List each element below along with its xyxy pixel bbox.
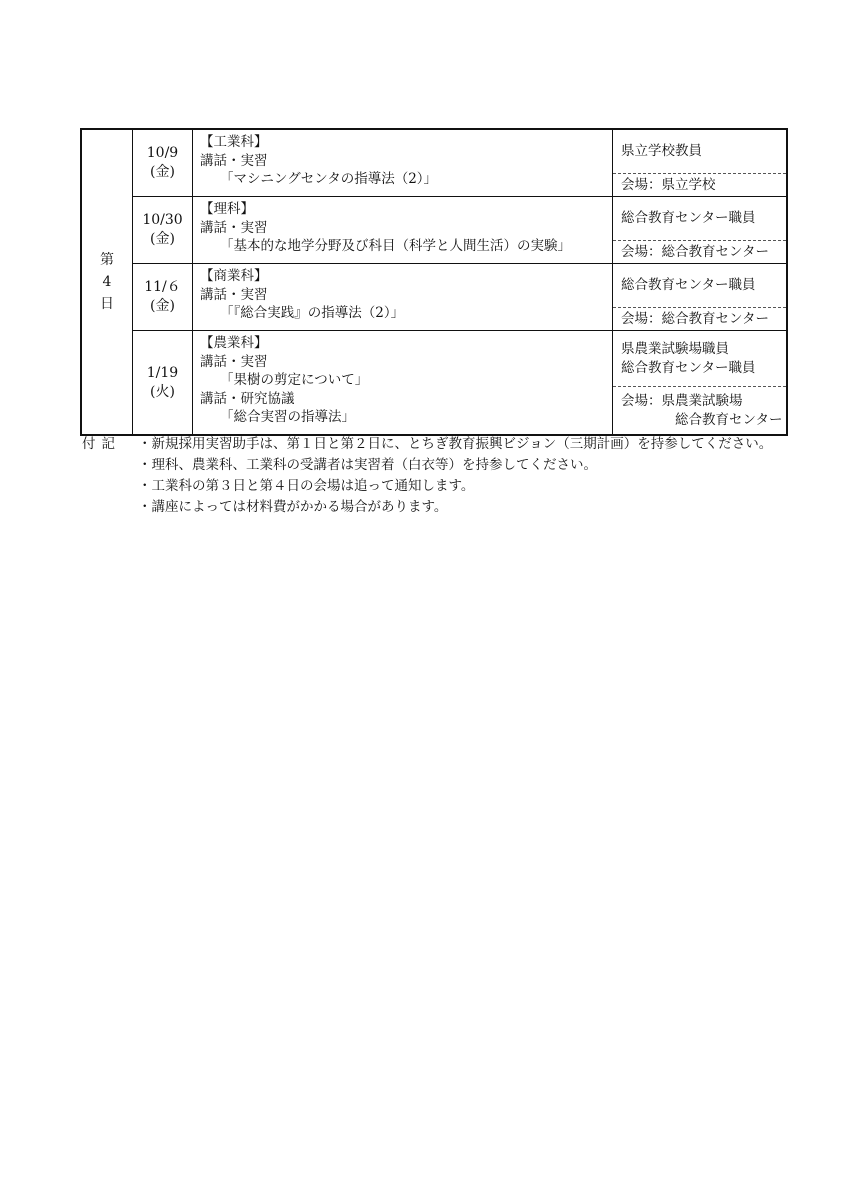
- schedule-table: [80, 128, 788, 436]
- date-cell: [133, 264, 193, 331]
- day-label-char: 日: [100, 296, 114, 312]
- note-row: [82, 497, 772, 518]
- date-cell: [133, 197, 193, 264]
- content-cell: [193, 264, 613, 331]
- session-date: 11/６: [144, 279, 181, 295]
- lecturer: [613, 331, 786, 387]
- session-weekday: (金): [150, 231, 175, 247]
- table-row: [81, 129, 787, 197]
- lecturer-line: 総合教育センター職員: [621, 277, 756, 293]
- lecturer: [613, 197, 786, 241]
- content-line: 【工業科】: [200, 134, 268, 150]
- session-date: 10/30: [142, 212, 183, 228]
- notes-label: 付記: [82, 436, 121, 452]
- lecturer-venue-cell: [613, 197, 788, 264]
- content-line: 講話・実習: [200, 286, 268, 303]
- lecturer: [613, 264, 786, 308]
- note-row: [82, 476, 772, 497]
- note-item: ・新規採用実習助手は、第１日と第２日に、とちぎ教育振興ビジョン（三期計画）を持参してください。: [138, 436, 773, 452]
- content-line: 「基本的な地学分野及び科目（科学と人間生活）の実験」: [220, 238, 571, 254]
- note-item: ・理科、農業科、工業科の受講者は実習着（白衣等）を持参してください。: [138, 457, 597, 473]
- content-line: 講話・実習: [200, 152, 268, 169]
- venue: [613, 387, 786, 434]
- note-item: ・工業科の第３日と第４日の会場は追って通知します。: [138, 478, 475, 494]
- lecturer: [613, 130, 786, 174]
- content-line: 「果樹の剪定について」: [220, 372, 369, 388]
- session-weekday: (火): [150, 383, 175, 400]
- note-item: ・講座によっては材料費がかかる場合があります。: [138, 499, 448, 515]
- session-date: 1/19: [146, 364, 179, 381]
- content-line: 講話・実習: [200, 353, 268, 370]
- content-line: 【商業科】: [200, 268, 268, 284]
- date-cell: [133, 129, 193, 197]
- lecturer-line: 県農業試験場職員: [621, 340, 729, 357]
- venue-line: 会場：総合教育センター: [621, 310, 769, 327]
- venue-line: 会場：総合教育センター: [621, 243, 769, 260]
- table-row: [81, 264, 787, 331]
- venue-line: 会場：県農業試験場: [621, 392, 743, 409]
- lecturer-line: 総合教育センター職員: [621, 210, 756, 226]
- venue: [613, 308, 786, 330]
- venue: [613, 174, 786, 196]
- content-line: 「『総合実践』の指導法（2）」: [220, 305, 405, 321]
- day-label-char: 第: [100, 252, 114, 268]
- lecturer-venue-cell: [613, 129, 788, 197]
- content-line: 講話・実習: [200, 219, 268, 236]
- content-cell: [193, 331, 613, 436]
- content-line: 【農業科】: [200, 335, 268, 351]
- lecturer-line: 総合教育センター職員: [621, 359, 756, 376]
- lecturer-venue-cell: [613, 331, 788, 436]
- content-cell: [193, 129, 613, 197]
- day-cell: [81, 129, 133, 435]
- day-label-char: 4: [102, 274, 112, 290]
- note-row: [82, 455, 772, 476]
- content-line: 「マシニングセンタの指導法（2）」: [220, 171, 438, 187]
- session-date: 10/9: [146, 145, 179, 161]
- session-weekday: (金): [150, 164, 175, 180]
- lecturer-line: 県立学校教員: [621, 143, 702, 159]
- note-row: [82, 434, 772, 455]
- venue-line: 会場：県立学校: [621, 176, 716, 193]
- lecturer-venue-cell: [613, 264, 788, 331]
- session-weekday: (金): [150, 298, 175, 314]
- venue: [613, 241, 786, 263]
- table-row: [81, 331, 787, 436]
- content-line: 講話・研究協議: [200, 390, 295, 407]
- table-row: [81, 197, 787, 264]
- notes-section: [82, 434, 772, 518]
- content-line: 「総合実習の指導法」: [220, 409, 355, 425]
- content-cell: [193, 197, 613, 264]
- date-cell: [133, 331, 193, 436]
- venue-line: 総合教育センター: [621, 411, 783, 428]
- content-line: 【理科】: [200, 201, 254, 217]
